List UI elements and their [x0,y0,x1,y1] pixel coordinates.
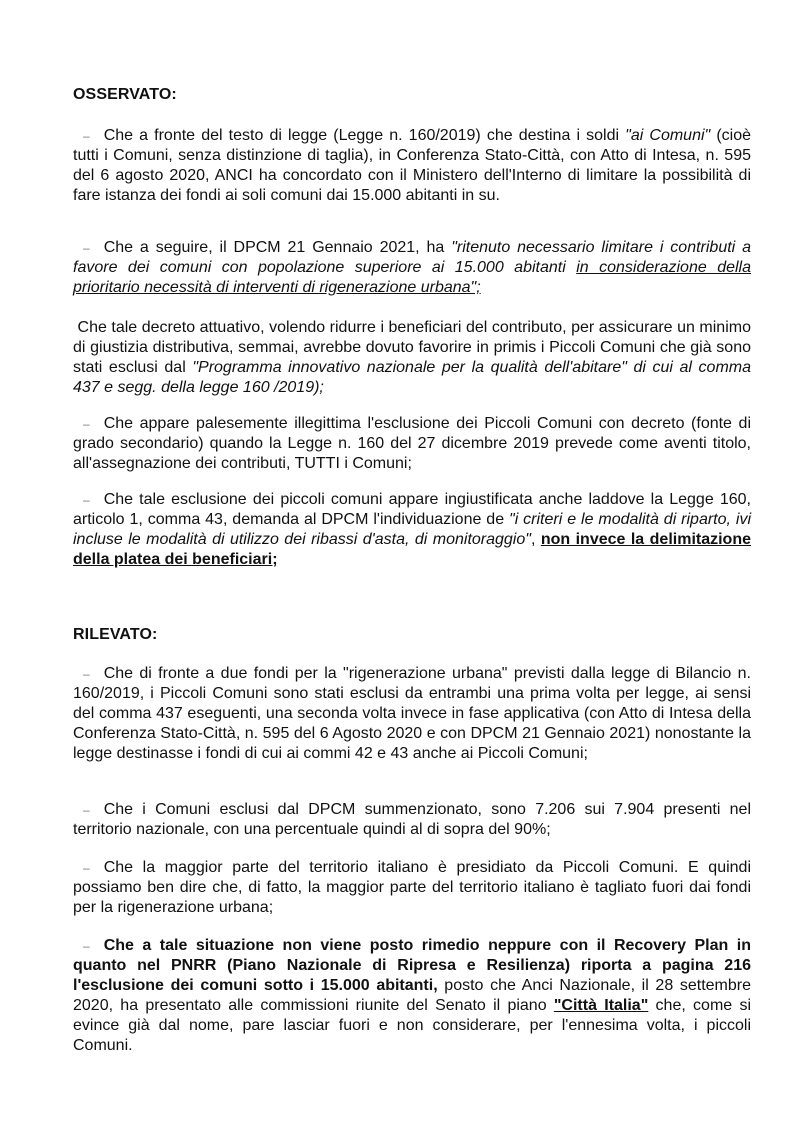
paragraph-rilevato-1 [73,664,751,764]
text-run: , [530,531,541,548]
paragraph-osservato-3 [73,318,751,398]
paragraph-osservato-5 [73,490,751,570]
text-run: Che di fronte a due fondi per la "rigenerazione urbana" previsti dalla legge di Bilancio n. 160/2019, i Piccoli Comuni sono stati esclusi da entrambi una prima volta per legge, ai sensi del comma 437 eseguenti, una seconda volta invece in fase applicativa (con Atto di Intesa della Conferenza Stato-Città, n. 595 del 6 Agosto 2020 e con DPCM 21 Gennaio 2021) nonostante la legge destinasse i fondi di cui ai commi 42 e 43 anche ai Piccoli Comuni; [73,665,751,762]
bullet-dash: – [83,493,90,507]
paragraph-rilevato-4 [73,936,751,1056]
section-heading-osservato: OSSERVATO: [73,86,177,103]
italic-run: "Programma innovativo nazionale per la qualità dell'abitare" di cui al comma 437 e segg. della legge 160 /2019); [73,359,752,396]
bullet-dash: – [83,129,90,143]
bold-underlined-run: "Città Italia" [553,997,649,1014]
text-run: Che tale esclusione dei piccoli comuni appare ingiustificata anche laddove la Legge 160, articolo 1, comma 43, demanda al DPCM l'individuazione de [73,491,751,528]
text-run: che, come si evince già dal nome, pare lasciar fuori e non considerare, per l'ennesima volta, i piccoli Comuni. [73,997,751,1054]
text-run: Che a seguire, il DPCM 21 Gennaio 2021, ha [103,239,452,256]
paragraph-osservato-1 [73,126,751,206]
bullet-dash: – [83,667,90,681]
bold-underlined-run: non invece la delimitazione della platea dei beneficiari; [73,531,752,568]
text-run: Che tale decreto attuativo, volendo ridurre i beneficiari del contributo, per assicurare un minimo di giustizia distributiva, semmai, avrebbe dovuto favorire in primis i Piccoli Comuni che già sono stati esclusi dal [73,319,751,376]
text-run: Che la maggior parte del territorio italiano è presidiato da Piccoli Comuni. E quindi possiamo ben dire che, di fatto, la maggior parte del territorio italiano è tagliato fuori dai fondi per la rigenerazione urbana; [73,859,751,916]
italic-run: "ai Comuni" [625,127,711,144]
bullet-dash: – [83,417,90,431]
bold-run: Che a tale situazione non viene posto rimedio neppure con il Recovery Plan in quanto nel PNRR (Piano Nazionale di Ripresa e Resilienza) riporta a pagina 216 l'esclusione dei comuni sotto i 15.000 abitanti, [73,937,751,994]
paragraph-osservato-4 [73,414,751,474]
bullet-dash: – [83,241,90,255]
paragraph-rilevato-2 [73,800,751,840]
paragraph-osservato-2 [73,238,751,298]
text-run: Che a fronte del testo di legge (Legge n. 160/2019) che destina i soldi [103,127,626,144]
text-run: Che appare palesemente illegittima l'esclusione dei Piccoli Comuni con decreto (fonte di grado secondario) quando la Legge n. 160 del 27 dicembre 2019 prevede come aventi titolo, all'assegnazione dei contributi, TUTTI i Comuni; [73,415,751,472]
bullet-dash: – [83,803,90,817]
text-run: posto che Anci Nazionale, il 28 settembre 2020, ha presentato alle commissioni riunite del Senato il piano [73,977,751,1014]
italic-run: "ritenuto necessario limitare i contributi a favore dei comuni con popolazione superiore ai 15.000 abitanti [73,239,751,276]
bullet-dash: – [83,861,90,875]
section-heading-rilevato: RILEVATO: [73,626,158,643]
italic-run: "i criteri e le modalità di riparto, ivi incluse le modalità di utilizzo dei ribassi d'asta, di monitoraggio" [73,511,751,548]
bullet-dash: – [83,939,90,953]
italic-underlined-run: in considerazione della prioritario necessità di interventi di rigenerazione urbana"; [73,259,751,296]
text-run: (cioè tutti i Comuni, senza distinzione di taglia), in Conferenza Stato-Città, con Atto di Intesa, n. 595 del 6 agosto 2020, ANCI ha concordato con il Ministero dell'Interno di limitare la possibilità di fare istanza dei fondi ai soli comuni dai 15.000 abitanti in su. [73,127,752,204]
paragraph-rilevato-3 [73,858,751,918]
text-run: Che i Comuni esclusi dal DPCM summenzionato, sono 7.206 sui 7.904 presenti nel territorio nazionale, con una percentuale quindi al di sopra del 90%; [73,801,751,838]
